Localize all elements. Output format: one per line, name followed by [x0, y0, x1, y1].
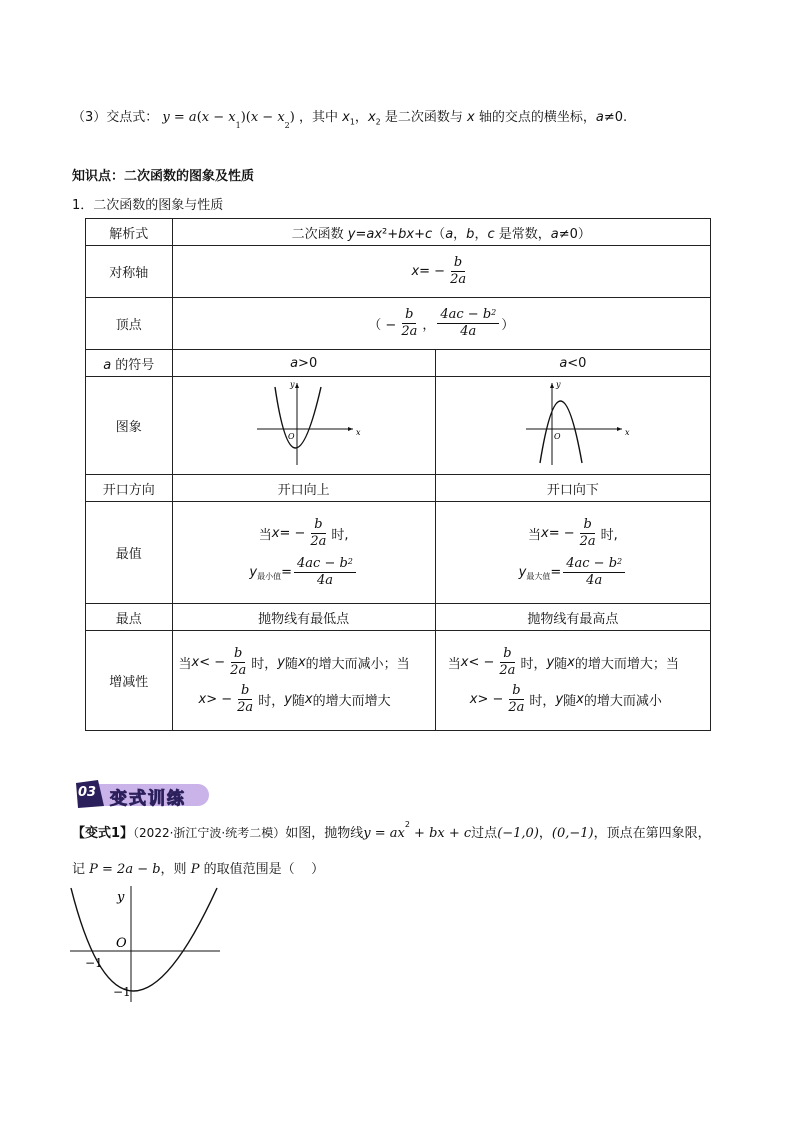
svg-text:y: y [289, 379, 295, 389]
exercise-parabola-figure [65, 884, 225, 1004]
x-arrow-icon [617, 427, 622, 431]
row-label-graph: 图象 [86, 377, 173, 475]
row-label-extreme: 最值 [86, 502, 173, 604]
row-label-expression: 解析式 [86, 219, 173, 246]
graph-downward [435, 377, 710, 475]
fig-label-minus-one-y: −1 [113, 985, 131, 999]
row-label-sign: a 的符号 [86, 350, 173, 377]
axis-value: x = − $\frac{b}{2a}$ [172, 246, 710, 298]
sign-negative: a<0 [435, 350, 710, 377]
fig-label-minus-one-x: −1 [85, 956, 103, 970]
row-label-axis: 对称轴 [86, 246, 173, 298]
intercept-form-prefix: （3）交点式： [72, 110, 159, 125]
intercept-form-line [72, 106, 628, 130]
upward-parabola-graph [249, 379, 359, 469]
section-badge-number: 03 [78, 785, 97, 800]
sign-positive: a>0 [172, 350, 435, 377]
opening-positive: 开口向上 [172, 475, 435, 502]
svg-text:x: x [624, 427, 630, 437]
exercise-source: （2022·浙江宁波·统考二模） [133, 826, 286, 840]
monotonic-negative: 当 x < − $\frac{b}{2a}$ 时， y 随 x 的增大而增大；当 x > − $\frac{b}{2a}$ 时， y 随 x 的增大而减小 [435, 631, 710, 731]
exercise-line-1: 【变式1】（2022·浙江宁波·统考二模）如图，抛物线$y = ax^2$ + bx + c过点(−1,0)，(0,−1)，顶点在第四象限， [72, 820, 711, 841]
fig-label-origin: O [116, 936, 127, 951]
y-arrow-icon [295, 383, 299, 388]
downward-parabola-graph [518, 379, 628, 469]
vertex-value: （ − $\frac{b}{2a}$ ， $\frac{4ac - b^2}{4a}$ ） [172, 298, 710, 350]
graph-upward [172, 377, 435, 475]
section-badge-title: 变式训练 [110, 789, 186, 809]
row-label-monotonic: 增减性 [86, 631, 173, 731]
svg-text:y: y [555, 379, 561, 389]
exercise-line-2: 记 P = 2a − b，则 P 的取值范围是（ ） [72, 862, 325, 877]
row-label-opening: 开口方向 [86, 475, 173, 502]
fig-label-y: y [117, 890, 125, 905]
y-arrow-icon [550, 383, 554, 388]
extreme-positive: 当 x = − $\frac{b}{2a}$ 时, y 最小值 = $\frac{4ac - b^2}{4a}$ [172, 502, 435, 604]
quadratic-properties-table [85, 218, 711, 731]
svg-text:O: O [287, 431, 295, 441]
extreme-negative: 当 x = − $\frac{b}{2a}$ 时, y 最大值 = $\frac{4ac - b^2}{4a}$ [435, 502, 710, 604]
extreme-point-negative: 抛物线有最高点 [435, 604, 710, 631]
extreme-point-positive: 抛物线有最低点 [172, 604, 435, 631]
row-label-vertex: 顶点 [86, 298, 173, 350]
section-1-title: 1．二次函数的图象与性质 [72, 198, 224, 213]
svg-text:x: x [355, 427, 361, 437]
opening-negative: 开口向下 [435, 475, 710, 502]
x-arrow-icon [348, 427, 353, 431]
knowledge-title: 知识点：二次函数的图象及性质 [72, 169, 255, 184]
svg-text:O: O [553, 431, 561, 441]
intercept-form-formula: $y = a(x - x_1)(x - x_2)$ [162, 110, 295, 130]
exercise-tag: 【变式1】 [72, 826, 134, 841]
expression-value: 二次函数 y=ax²+bx+c（a，b，c 是常数，a≠0） [172, 219, 710, 246]
row-label-extreme-point: 最点 [86, 604, 173, 631]
section-badge [74, 780, 211, 809]
intercept-form-suffix: ，其中 $x_1$，$x_2$ 是二次函数与 x 轴的交点的横坐标，a≠0. [298, 110, 628, 127]
monotonic-positive: 当 x < − $\frac{b}{2a}$ 时， y 随 x 的增大而减小；当 x > − $\frac{b}{2a}$ 时， y 随 x 的增大而增大 [172, 631, 435, 731]
